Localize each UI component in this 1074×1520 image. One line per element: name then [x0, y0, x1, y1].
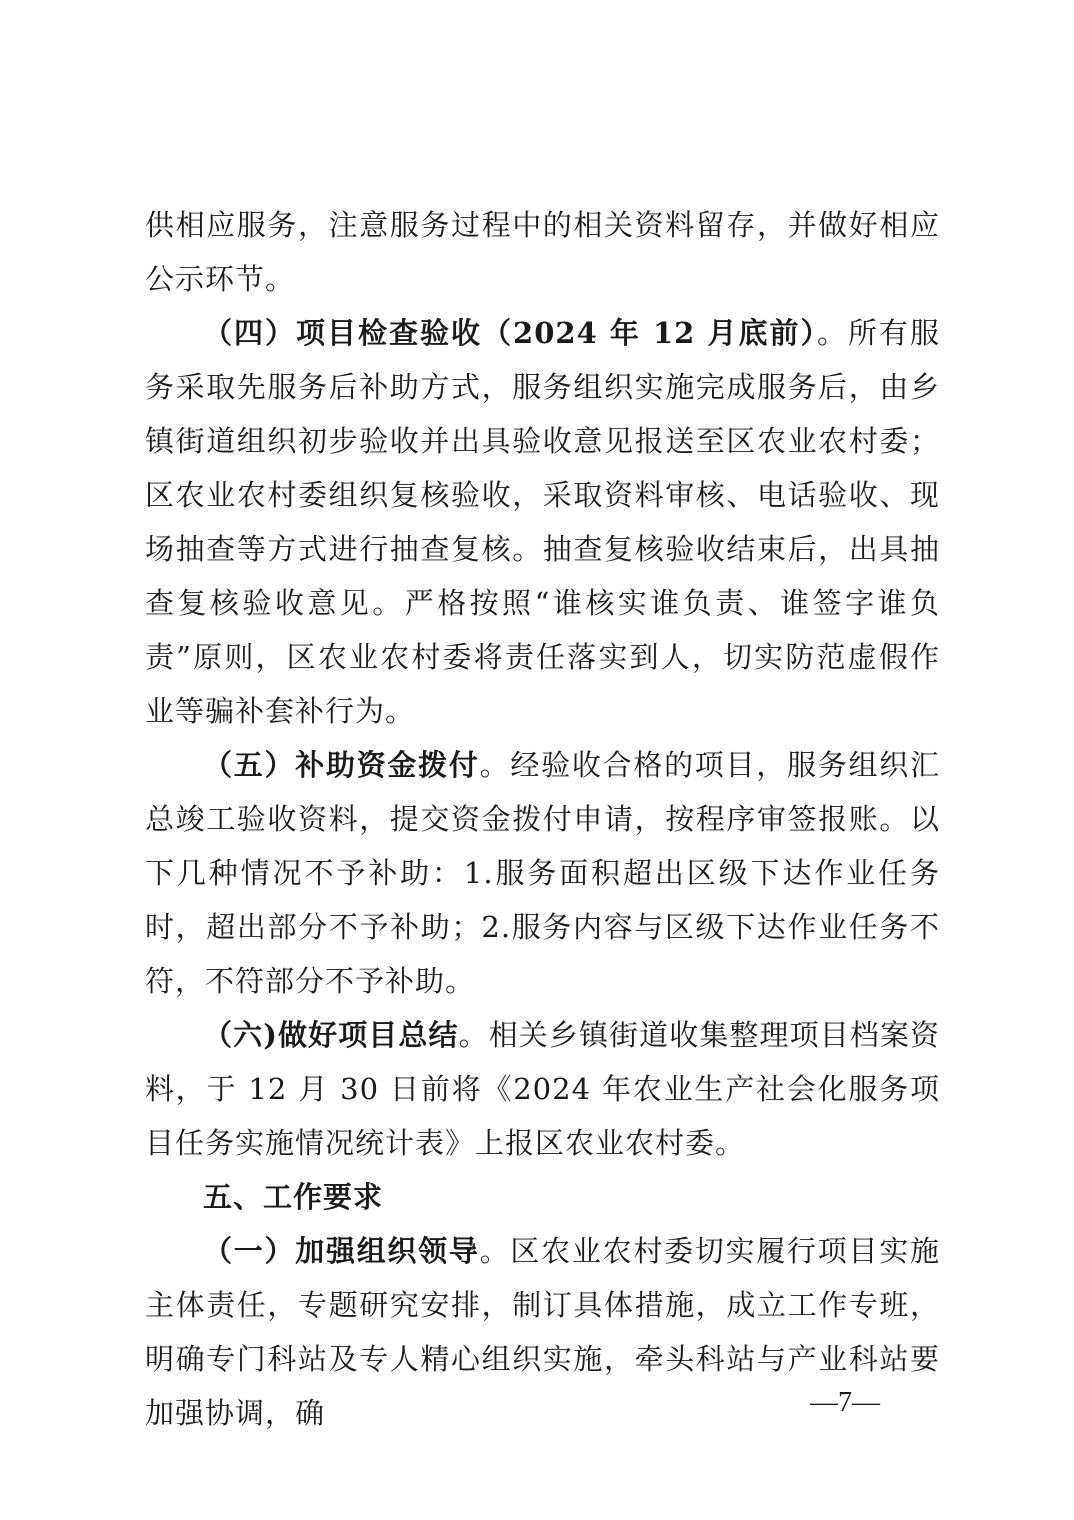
paragraph-project-summary	[145, 1008, 940, 1170]
paragraph-continuation	[145, 198, 940, 306]
paragraph-project-inspection	[145, 306, 940, 738]
paragraph-text: 。所有服务采取先服务后补助方式，服务组织实施完成服务后，由乡镇街道组织初步验收并出具验收意见报送至区农业农村委；区农业农村委组织复核验收，采取资料审核、电话验收、现场抽查等方式进行抽查复核。抽查复核验收结束后，出具抽查复核验收意见。严格按照“谁核实谁负责、谁签字谁负责”原则，区农业农村委将责任落实到人，切实防范虚假作业等骗补套补行为。	[145, 316, 940, 728]
paragraph-lead-organization: （一）加强组织领导	[203, 1234, 480, 1268]
paragraph-lead-inspection: （四）项目检查验收（2024 年 12 月底前）	[203, 316, 817, 350]
paragraph-text: 。区农业农村委切实履行项目实施主体责任，专题研究安排，制订具体措施，成立工作专班，明确专门科站及专人精心组织实施，牵头科站与产业科站要加强协调，确	[145, 1234, 940, 1430]
paragraph-text: 。经验收合格的项目，服务组织汇总竣工验收资料，提交资金拨付申请，按程序审签报账。以下几种情况不予补助：1.服务面积超出区级下达作业任务时，超出部分不予补助；2.服务内容与区级下达作业任务不符，不符部分不予补助。	[145, 748, 940, 998]
section-heading-work-requirements: 五、工作要求	[203, 1180, 384, 1214]
paragraph-lead-summary: （六)做好项目总结	[203, 1018, 459, 1052]
paragraph-lead-subsidy: （五）补助资金拨付	[203, 748, 480, 782]
paragraph-text: 供相应服务，注意服务过程中的相关资料留存，并做好相应公示环节。	[145, 208, 940, 296]
paragraph-subsidy-payment	[145, 738, 940, 1008]
paragraph-text: 。相关乡镇街道收集整理项目档案资料，于 12 月 30 日前将《2024 年农业生产社会化服务项目任务实施情况统计表》上报区农业农村委。	[145, 1018, 940, 1160]
document-body	[145, 198, 940, 1440]
page-number: —7—	[810, 1387, 880, 1418]
